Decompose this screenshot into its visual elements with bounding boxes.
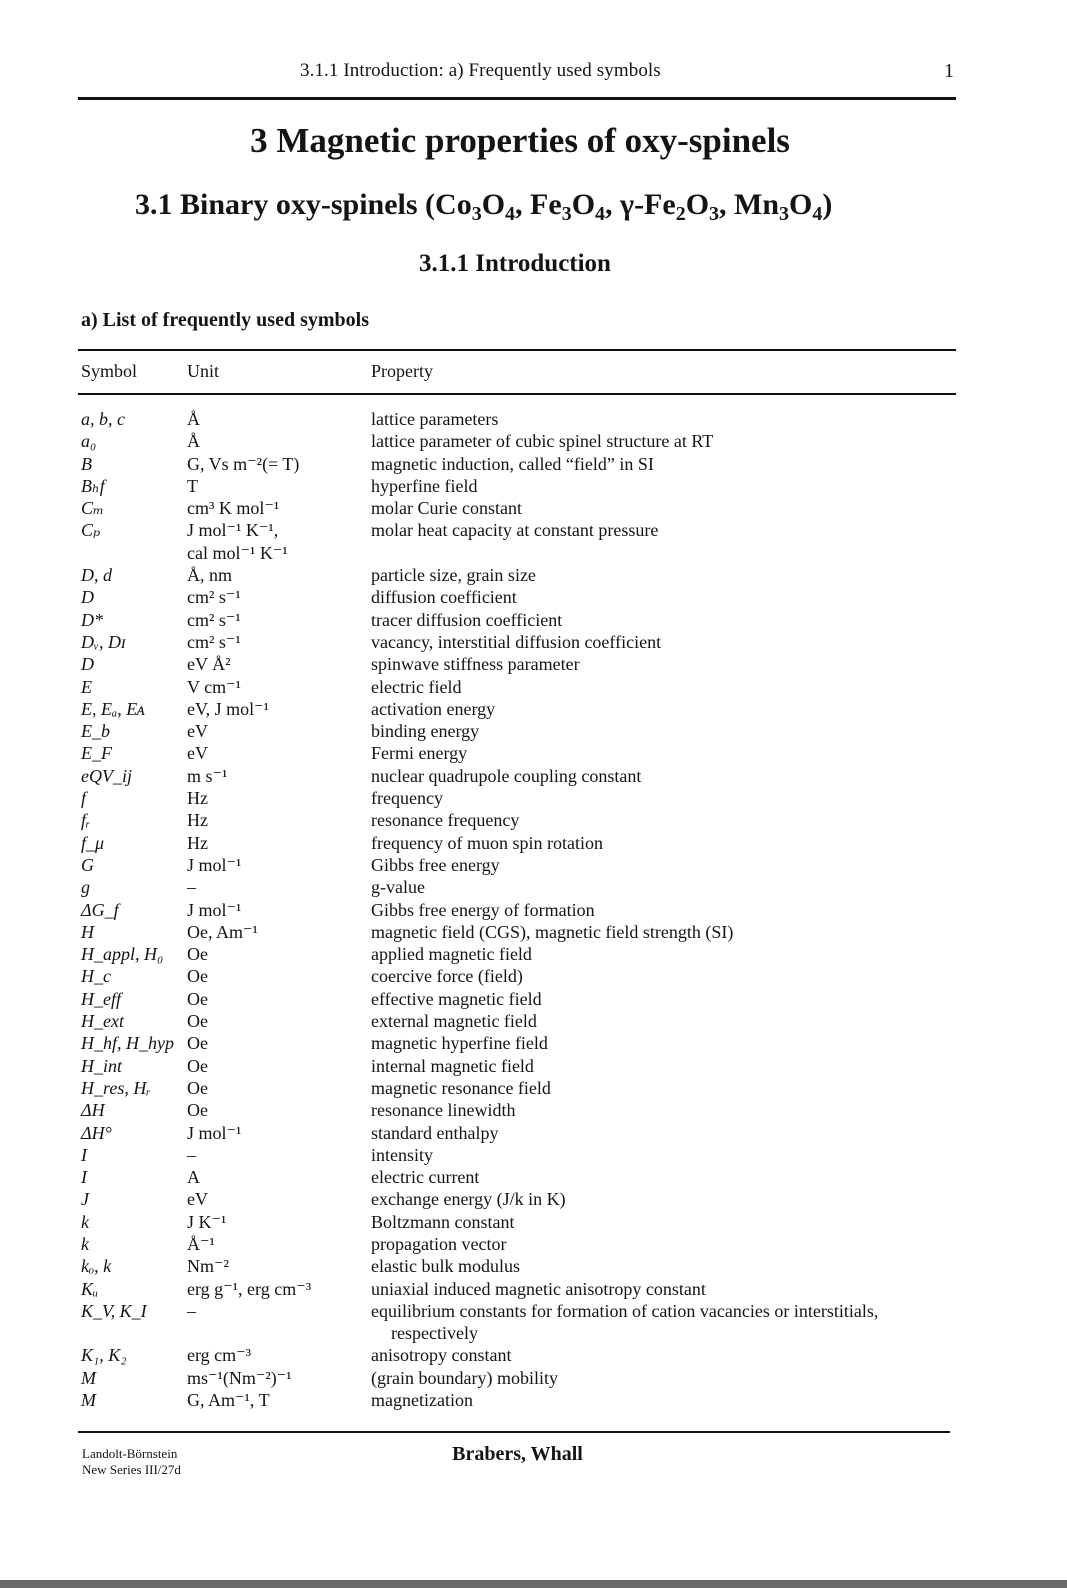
property-cell <box>371 1255 951 1277</box>
symbol-cell: B <box>81 453 92 474</box>
symbol-cell: Bₕf <box>81 475 105 496</box>
unit-cell: Oe <box>187 988 208 1009</box>
list-heading: a) List of frequently used symbols <box>81 309 369 331</box>
page-number: 1 <box>944 60 954 82</box>
symbol-cell: H_hf, H_hyp <box>81 1033 174 1054</box>
unit-cell: cm² s⁻¹ <box>187 609 241 630</box>
column-header-property: Property <box>371 361 433 381</box>
property-text: lattice parameters <box>371 409 499 429</box>
unit-cell: – <box>187 877 196 898</box>
property-text: diffusion coefficient <box>371 587 517 608</box>
unit-cell: T <box>187 475 198 496</box>
symbol-cell: k <box>81 1233 89 1254</box>
unit-cell: J mol⁻¹ <box>187 899 242 920</box>
table-row <box>0 519 1067 564</box>
table-row <box>0 876 1067 898</box>
table-row <box>0 720 1067 742</box>
symbol-cell: a, b, c <box>81 409 125 429</box>
symbol-cell: I <box>81 1167 87 1188</box>
property-cell <box>371 720 951 742</box>
table-row <box>0 1255 1067 1277</box>
symbol-cell: D* <box>81 609 103 630</box>
property-text: elastic bulk modulus <box>371 1256 520 1277</box>
unit-cell: cm³ K mol⁻¹ <box>187 498 280 519</box>
symbol-table-body <box>0 408 1067 1411</box>
unit-cell: J mol⁻¹ <box>187 1122 242 1143</box>
symbol-cell: eQV_ij <box>81 765 132 786</box>
property-cell <box>371 1166 951 1188</box>
symbol-cell: E <box>81 676 92 697</box>
unit-cell: Hz <box>187 788 208 809</box>
unit-cell: eV Å² <box>187 654 231 675</box>
footer-authors: Brabers, Whall <box>452 1443 583 1465</box>
table-row <box>0 965 1067 987</box>
property-cell <box>371 921 951 943</box>
unit-cell: Oe <box>187 944 208 965</box>
property-cell <box>371 943 951 965</box>
symbol-cell: D, d <box>81 565 112 586</box>
property-text: lattice parameter of cubic spinel structure at RT <box>371 431 714 452</box>
table-row <box>0 430 1067 452</box>
property-cell <box>371 1367 951 1389</box>
symbol-cell: H <box>81 921 94 942</box>
property-cell <box>371 1188 951 1210</box>
symbol-cell: H_eff <box>81 988 121 1009</box>
unit-cell: Oe, Am⁻¹ <box>187 921 258 942</box>
symbol-cell: Cₚ <box>81 520 101 541</box>
property-text: activation energy <box>371 698 496 719</box>
property-cell <box>371 519 951 541</box>
symbol-cell: ΔG_f <box>81 899 119 920</box>
property-cell <box>371 988 951 1010</box>
property-text: external magnetic field <box>371 1011 537 1032</box>
table-row <box>0 988 1067 1010</box>
property-text: nuclear quadrupole coupling constant <box>371 765 642 786</box>
property-cell <box>371 1144 951 1166</box>
symbol-cell: J <box>81 1189 89 1210</box>
property-text: magnetic hyperfine field <box>371 1033 548 1054</box>
table-row <box>0 631 1067 653</box>
unit-cell: Oe <box>187 1011 208 1032</box>
property-text: spinwave stiffness parameter <box>371 654 580 675</box>
property-text: Boltzmann constant <box>371 1211 515 1232</box>
table-row <box>0 1166 1067 1188</box>
unit-cell: Hz <box>187 832 208 853</box>
property-text: Fermi energy <box>371 743 468 764</box>
unit-cell: – <box>187 1300 196 1321</box>
symbol-cell: I <box>81 1144 87 1165</box>
unit-cell: G, Am⁻¹, T <box>187 1390 270 1411</box>
scan-edge <box>0 1580 1067 1588</box>
symbol-cell: Dᵥ, Dɪ <box>81 631 126 652</box>
symbol-cell: K₁, K₂ <box>81 1345 127 1366</box>
table-row <box>0 676 1067 698</box>
property-text: g-value <box>371 877 425 898</box>
table-row <box>0 899 1067 921</box>
table-row <box>0 809 1067 831</box>
property-cell <box>371 854 951 876</box>
unit-cell: cm² s⁻¹ <box>187 631 241 652</box>
symbol-cell: Kᵤ <box>81 1278 99 1299</box>
property-cell <box>371 1211 951 1233</box>
table-row <box>0 921 1067 943</box>
unit-cell: J mol⁻¹ K⁻¹, cal mol⁻¹ K⁻¹ <box>187 520 288 563</box>
property-text: (grain boundary) mobility <box>371 1367 558 1388</box>
symbol-cell: H_res, Hᵣ <box>81 1077 151 1098</box>
unit-cell: Oe <box>187 966 208 987</box>
property-cell <box>371 1032 951 1054</box>
property-text: electric current <box>371 1167 480 1188</box>
table-row <box>0 1055 1067 1077</box>
property-text: magnetic induction, called “field” in SI <box>371 453 654 474</box>
running-head: 3.1.1 Introduction: a) Frequently used symbols <box>300 60 661 81</box>
header-rule <box>78 97 956 100</box>
symbol-cell: fᵣ <box>81 810 91 831</box>
unit-cell: Oe <box>187 1033 208 1054</box>
unit-cell: G, Vs m⁻²(= T) <box>187 453 300 474</box>
table-row <box>0 475 1067 497</box>
table-row <box>0 1211 1067 1233</box>
table-top-rule <box>78 349 956 351</box>
table-row <box>0 1077 1067 1099</box>
unit-cell: ms⁻¹(Nm⁻²)⁻¹ <box>187 1367 292 1388</box>
property-text: intensity <box>371 1144 433 1165</box>
table-row <box>0 609 1067 631</box>
unit-cell: Oe <box>187 1055 208 1076</box>
property-text: binding energy <box>371 721 480 742</box>
symbol-cell: a₀ <box>81 431 97 452</box>
subsection-title: 3.1.1 Introduction <box>419 250 611 277</box>
chapter-title: 3 Magnetic properties of oxy-spinels <box>250 121 790 160</box>
property-cell <box>371 1300 951 1345</box>
unit-cell: J K⁻¹ <box>187 1211 227 1232</box>
property-text: Gibbs free energy of formation <box>371 899 595 920</box>
symbol-cell: E, Eₐ, Eᴀ <box>81 698 145 719</box>
property-cell <box>371 1122 951 1144</box>
table-row <box>0 787 1067 809</box>
property-cell <box>371 653 951 675</box>
table-row <box>0 698 1067 720</box>
table-row <box>0 497 1067 519</box>
property-cell <box>371 1389 951 1411</box>
symbol-cell: g <box>81 877 90 898</box>
property-text: anisotropy constant <box>371 1345 512 1366</box>
unit-cell: Å⁻¹ <box>187 1233 215 1254</box>
property-text: coercive force (field) <box>371 966 523 987</box>
unit-cell: – <box>187 1144 196 1165</box>
property-text: frequency of muon spin rotation <box>371 832 603 853</box>
property-text: frequency <box>371 788 443 809</box>
table-row <box>0 1188 1067 1210</box>
property-cell <box>371 430 951 452</box>
symbol-cell: k <box>81 1211 89 1232</box>
column-header-symbol: Symbol <box>81 361 138 381</box>
property-cell <box>371 586 951 608</box>
unit-cell: eV <box>187 721 208 742</box>
section-title: 3.1 Binary oxy-spinels ($Co_3O_4$, $Fe_3O_4$, $\gamma-Fe_2O_3$, $Mn_3O_4$) <box>135 188 833 225</box>
property-text: molar heat capacity at constant pressure <box>371 520 659 541</box>
unit-cell: A <box>187 1167 200 1188</box>
symbol-cell: H_appl, H₀ <box>81 944 164 965</box>
unit-cell: Hz <box>187 810 208 831</box>
unit-cell: Oe <box>187 1100 208 1121</box>
unit-cell: J mol⁻¹ <box>187 854 242 875</box>
property-text: vacancy, interstitial diffusion coefficient <box>371 631 662 652</box>
table-row <box>0 1344 1067 1366</box>
unit-cell: eV <box>187 743 208 764</box>
property-text: particle size, grain size <box>371 565 536 586</box>
property-cell <box>371 1233 951 1255</box>
table-row <box>0 1367 1067 1389</box>
unit-cell: erg cm⁻³ <box>187 1345 252 1366</box>
table-row <box>0 586 1067 608</box>
property-cell <box>371 475 951 497</box>
property-text: tracer diffusion coefficient <box>371 609 563 630</box>
table-row <box>0 1278 1067 1300</box>
unit-cell: Å <box>187 409 200 429</box>
symbol-cell: D <box>81 587 94 608</box>
property-text: resonance linewidth <box>371 1100 516 1121</box>
table-row <box>0 1233 1067 1255</box>
property-text: magnetic resonance field <box>371 1077 551 1098</box>
property-text: uniaxial induced magnetic anisotropy constant <box>371 1278 706 1299</box>
property-cell <box>371 564 951 586</box>
property-text: resonance frequency <box>371 810 520 831</box>
property-cell <box>371 809 951 831</box>
unit-cell: eV <box>187 1189 208 1210</box>
footer-series: Landolt-Börnstein New Series III/27d <box>82 1446 181 1477</box>
symbol-cell: E_F <box>81 743 112 764</box>
symbol-cell: E_b <box>81 721 110 742</box>
table-row <box>0 832 1067 854</box>
symbol-cell: f <box>81 788 87 809</box>
table-row <box>0 1122 1067 1144</box>
property-cell <box>371 1099 951 1121</box>
symbol-cell: M <box>81 1390 96 1411</box>
table-row <box>0 854 1067 876</box>
unit-cell: Oe <box>187 1077 208 1098</box>
property-continuation: respectively <box>391 1323 478 1344</box>
table-row <box>0 564 1067 586</box>
property-text: internal magnetic field <box>371 1055 534 1076</box>
table-row <box>0 1144 1067 1166</box>
table-row <box>0 943 1067 965</box>
symbol-cell: D <box>81 654 94 675</box>
table-row <box>0 765 1067 787</box>
symbol-cell: H_int <box>81 1055 123 1076</box>
unit-cell: V cm⁻¹ <box>187 676 242 697</box>
property-cell <box>371 1055 951 1077</box>
property-cell <box>371 765 951 787</box>
unit-cell: Å <box>187 431 200 452</box>
table-row <box>0 1300 1067 1345</box>
property-cell <box>371 698 951 720</box>
property-text: applied magnetic field <box>371 944 532 965</box>
symbol-cell: G <box>81 854 94 875</box>
property-text: molar Curie constant <box>371 498 522 519</box>
property-text: exchange energy (J/k in K) <box>371 1189 566 1210</box>
property-text: magnetization <box>371 1390 473 1411</box>
symbol-cell: Cₘ <box>81 498 105 519</box>
footer-rule <box>78 1431 950 1433</box>
property-cell <box>371 497 951 519</box>
table-row <box>0 1032 1067 1054</box>
symbol-cell: f_μ <box>81 832 105 853</box>
property-text: magnetic field (CGS), magnetic field strength (SI) <box>371 921 734 942</box>
property-cell <box>371 1010 951 1032</box>
table-row <box>0 1099 1067 1121</box>
unit-cell: m s⁻¹ <box>187 765 228 786</box>
symbol-cell: kₒ, k <box>81 1256 112 1277</box>
property-cell <box>371 742 951 764</box>
symbol-cell: K_V, K_I <box>81 1300 147 1321</box>
property-cell <box>371 408 951 430</box>
table-row <box>0 1010 1067 1032</box>
property-text: equilibrium constants for formation of cation vacancies or interstitials, <box>371 1300 879 1321</box>
property-cell <box>371 609 951 631</box>
unit-cell: eV, J mol⁻¹ <box>187 698 270 719</box>
property-text: electric field <box>371 676 462 697</box>
property-cell <box>371 965 951 987</box>
symbol-cell: M <box>81 1367 96 1388</box>
table-row <box>0 408 1067 430</box>
property-cell <box>371 676 951 698</box>
unit-cell: Å, nm <box>187 565 232 586</box>
property-text: propagation vector <box>371 1233 507 1254</box>
property-cell <box>371 876 951 898</box>
property-cell <box>371 631 951 653</box>
table-row <box>0 653 1067 675</box>
property-cell <box>371 453 951 475</box>
unit-cell: erg g⁻¹, erg cm⁻³ <box>187 1278 312 1299</box>
property-cell <box>371 832 951 854</box>
property-text: hyperfine field <box>371 475 478 496</box>
property-text: standard enthalpy <box>371 1122 499 1143</box>
property-text: Gibbs free energy <box>371 854 500 875</box>
table-header-rule <box>78 393 956 395</box>
property-cell <box>371 1278 951 1300</box>
table-row <box>0 742 1067 764</box>
unit-cell: cm² s⁻¹ <box>187 587 241 608</box>
symbol-cell: H_c <box>81 966 111 987</box>
property-text: effective magnetic field <box>371 988 542 1009</box>
symbol-cell: H_ext <box>81 1011 124 1032</box>
property-cell <box>371 1344 951 1366</box>
column-header-unit: Unit <box>187 361 220 381</box>
table-row <box>0 453 1067 475</box>
property-cell <box>371 899 951 921</box>
property-cell <box>371 787 951 809</box>
symbol-cell: ΔH <box>81 1100 105 1121</box>
symbol-cell: ΔH° <box>81 1122 112 1143</box>
table-row <box>0 1389 1067 1411</box>
property-cell <box>371 1077 951 1099</box>
unit-cell: Nm⁻² <box>187 1256 229 1277</box>
